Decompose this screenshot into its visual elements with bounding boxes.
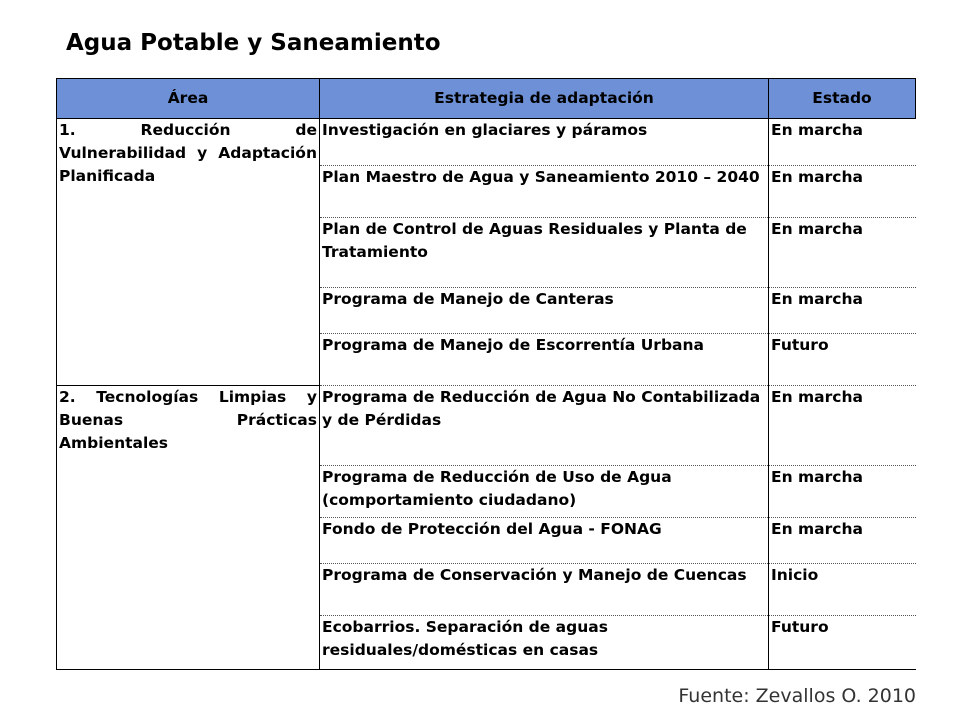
- header-status: Estado: [769, 79, 916, 119]
- status-cell: En marcha: [769, 466, 916, 518]
- status-cell: En marcha: [769, 166, 916, 218]
- source-citation: Fuente: Zevallos O. 2010: [678, 685, 916, 707]
- strategy-cell: Programa de Reducción de Uso de Agua (comportamiento ciudadano): [320, 466, 769, 518]
- area-cell: 1. Reducción de Vulnerabilidad y Adaptación Planificada: [57, 119, 320, 386]
- header-strategy: Estrategia de adaptación: [320, 79, 769, 119]
- status-cell: Futuro: [769, 334, 916, 386]
- strategy-cell: Programa de Conservación y Manejo de Cuencas: [320, 564, 769, 616]
- status-cell: Inicio: [769, 564, 916, 616]
- status-cell: En marcha: [769, 288, 916, 334]
- area-cell: 2. Tecnologías Limpias y Buenas Prácticas Ambientales: [57, 386, 320, 670]
- status-cell: Futuro: [769, 616, 916, 670]
- header-area: Área: [57, 79, 320, 119]
- strategy-cell: Plan Maestro de Agua y Saneamiento 2010 – 2040: [320, 166, 769, 218]
- strategy-cell: Programa de Manejo de Escorrentía Urbana: [320, 334, 769, 386]
- strategy-cell: Fondo de Protección del Agua - FONAG: [320, 518, 769, 564]
- table-header-row: [57, 79, 916, 119]
- table-row: [57, 386, 916, 466]
- status-cell: En marcha: [769, 386, 916, 466]
- slide-title: Agua Potable y Saneamiento: [66, 30, 441, 56]
- strategy-cell: Programa de Reducción de Agua No Contabilizada y de Pérdidas: [320, 386, 769, 466]
- adaptation-strategy-table: [56, 78, 916, 670]
- strategy-cell: Programa de Manejo de Canteras: [320, 288, 769, 334]
- status-cell: En marcha: [769, 518, 916, 564]
- strategy-cell: Plan de Control de Aguas Residuales y Planta de Tratamiento: [320, 218, 769, 288]
- status-cell: En marcha: [769, 119, 916, 166]
- table-row: [57, 119, 916, 166]
- strategy-cell: Investigación en glaciares y páramos: [320, 119, 769, 166]
- status-cell: En marcha: [769, 218, 916, 288]
- strategy-cell: Ecobarrios. Separación de aguas residuales/domésticas en casas: [320, 616, 769, 670]
